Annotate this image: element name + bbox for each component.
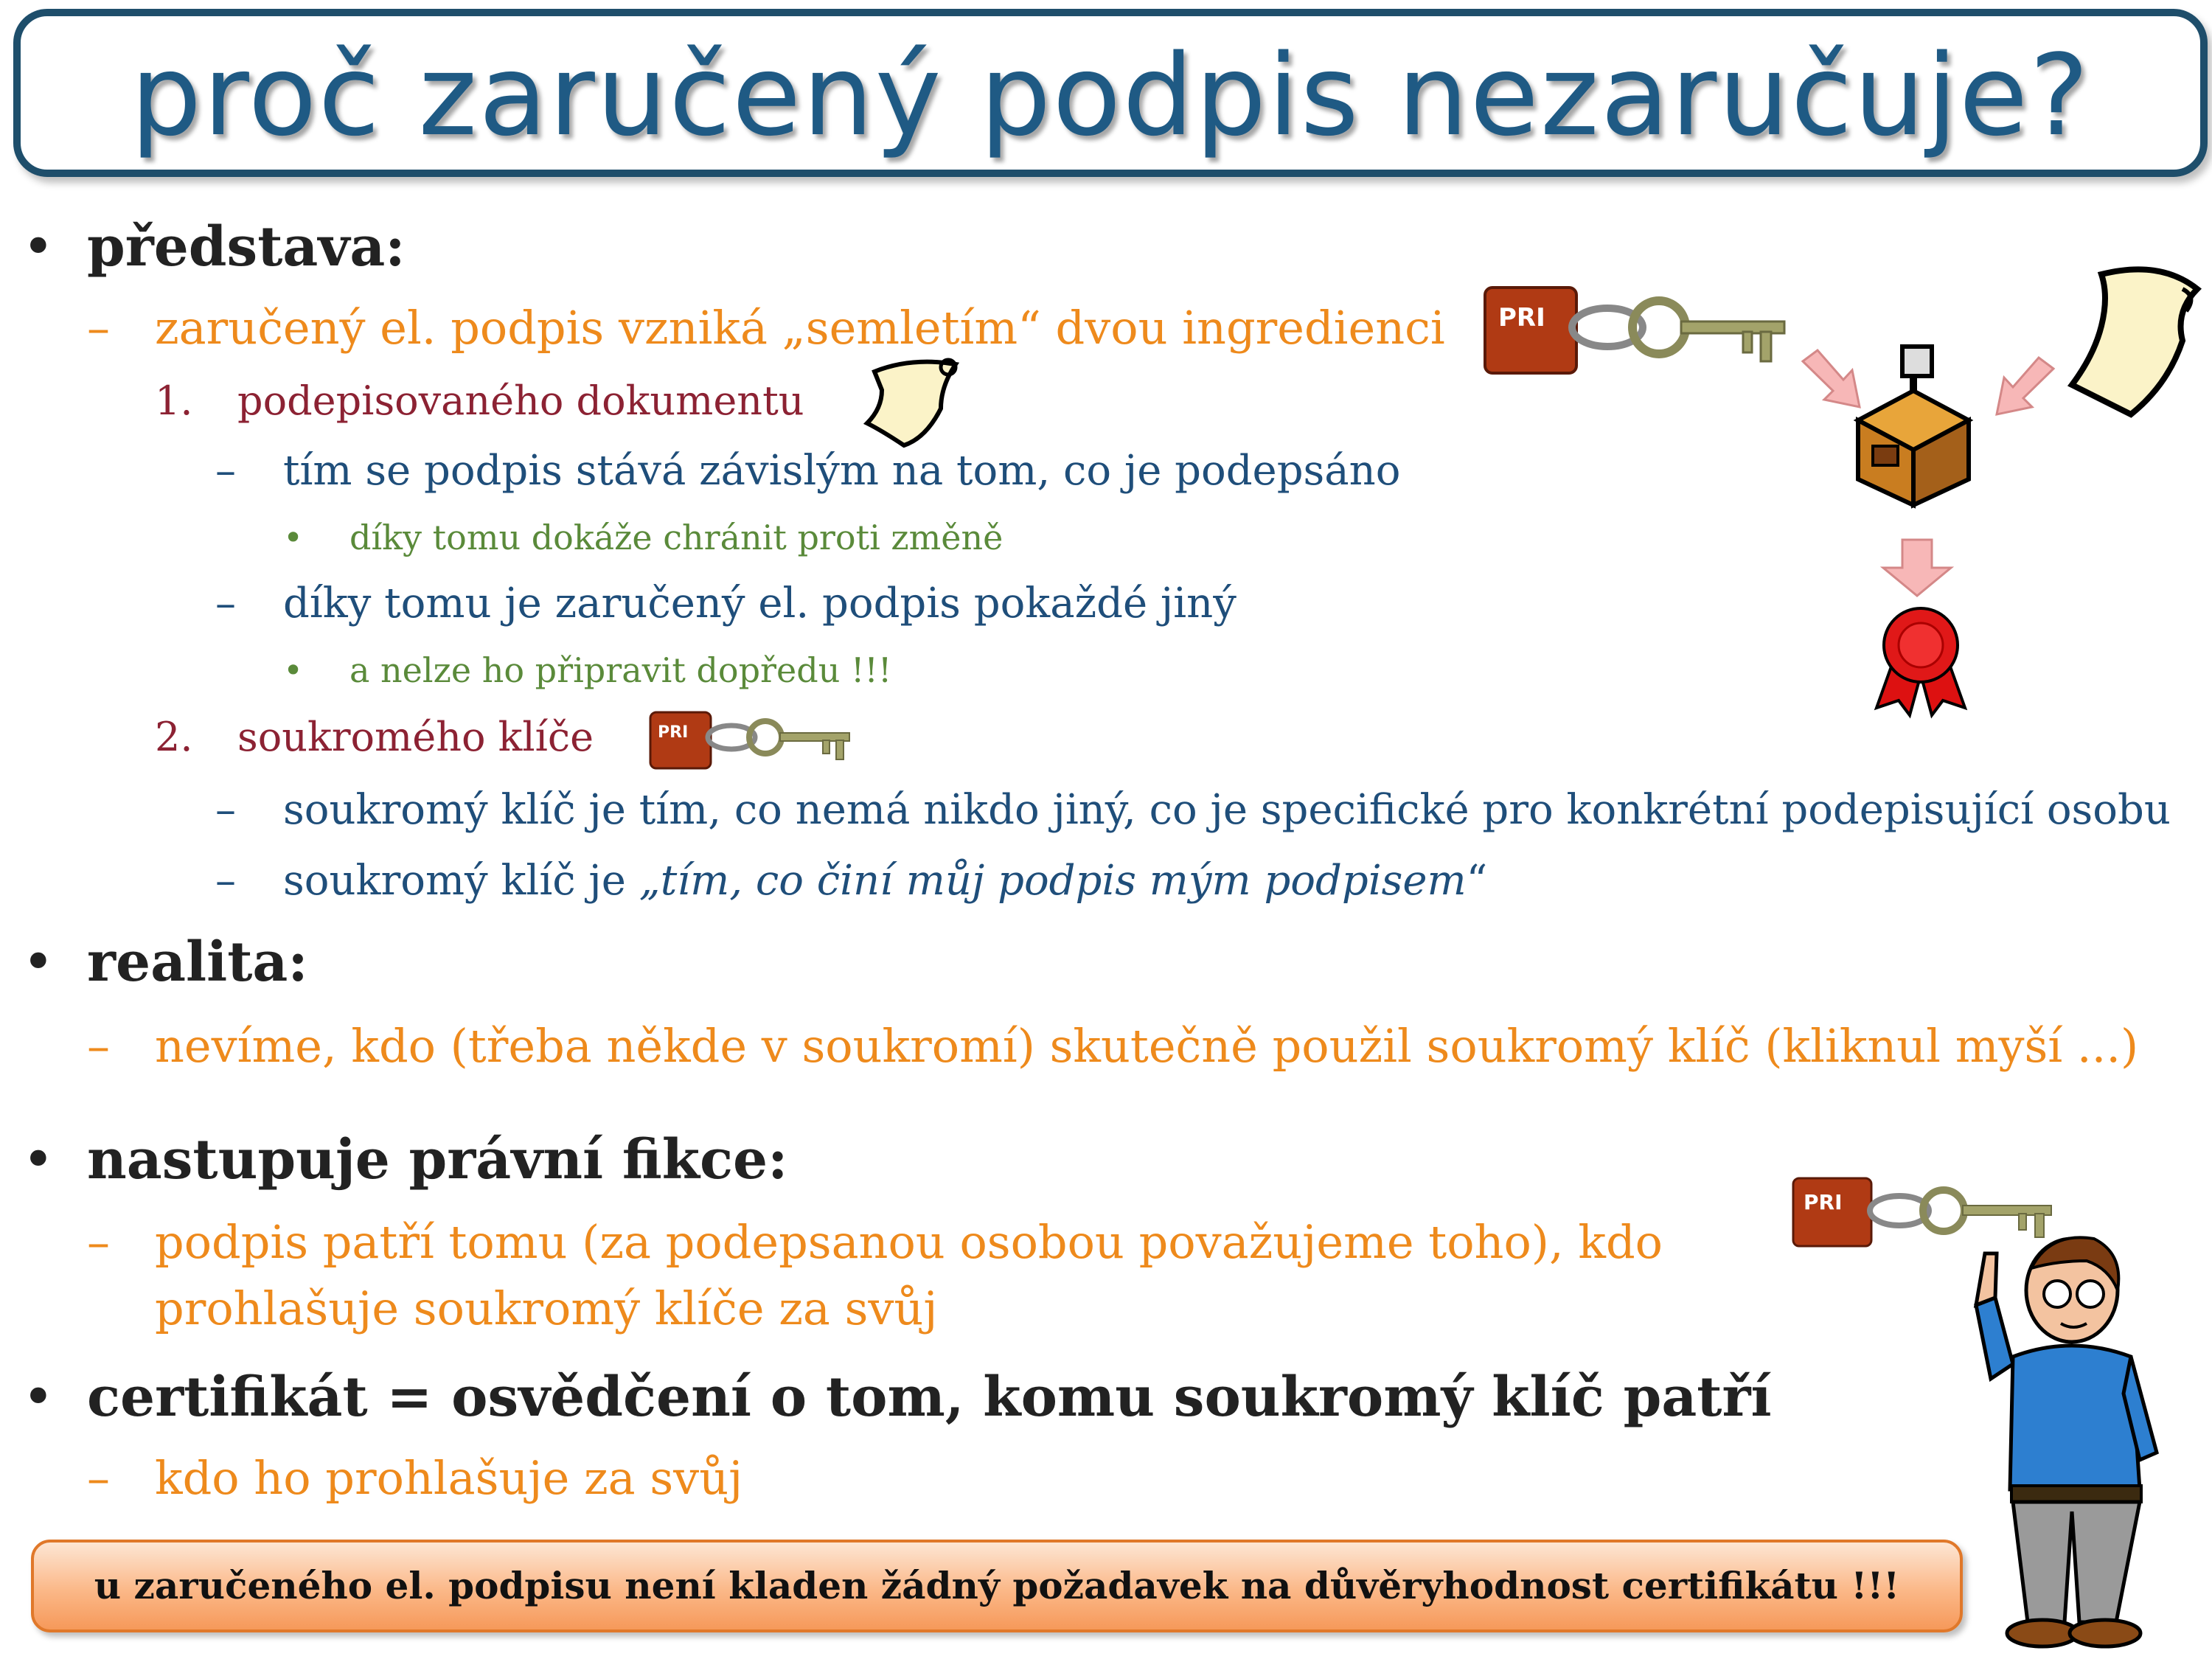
arrow-down-icon xyxy=(1880,538,1954,597)
item1-detail1-note-text: díky tomu dokáže chránit proti změně xyxy=(349,518,1004,557)
dash: – xyxy=(215,447,236,495)
item1 xyxy=(155,378,804,424)
key-bit xyxy=(1743,332,1752,352)
bullet: • xyxy=(22,931,55,994)
predstava-sub-text: zaručený el. podpis vzniká „semletím“ dvou ingredienci xyxy=(155,301,1445,355)
arrow-down-left-icon xyxy=(1991,354,2057,420)
key-bit xyxy=(1761,332,1771,361)
dash: – xyxy=(215,786,236,834)
item2-detail2 xyxy=(215,857,1488,905)
bullet: • xyxy=(22,1366,55,1429)
realita-sub xyxy=(87,1019,2139,1073)
key-bit xyxy=(836,740,844,759)
item2-number: 2. xyxy=(155,714,193,760)
dash: – xyxy=(87,1451,110,1505)
private-key-icon xyxy=(1482,280,1792,383)
person-illustration xyxy=(1947,1209,2168,1652)
dash: – xyxy=(87,1019,110,1073)
bullet: • xyxy=(22,1128,55,1192)
item1-label: podepisovaného dokumentu xyxy=(237,378,804,424)
realita-sub-text: nevíme, kdo (třeba někde v soukromí) skutečně použil soukromý klíč (kliknul myší ...) xyxy=(155,1019,2139,1073)
key-tag-label: PRI xyxy=(658,723,689,742)
heading-predstava xyxy=(22,215,406,279)
item2-label: soukromého klíče xyxy=(237,714,594,760)
fikce-sub-line2: prohlašuje soukromý klíče za svůj xyxy=(155,1281,938,1335)
fikce-sub-line1-text: podpis patří tomu (za podepsanou osobou považujeme toho), kdo xyxy=(155,1215,1663,1269)
item2-detail1 xyxy=(215,786,2171,834)
heading-fikce xyxy=(22,1128,788,1192)
heading-certifikat-text: certifikát = osvědčení o tom, komu soukromý klíč patří xyxy=(87,1366,1772,1429)
key-bit xyxy=(823,740,830,754)
bullet: • xyxy=(22,215,55,279)
item1-detail2 xyxy=(215,580,1237,627)
heading-certifikat xyxy=(22,1366,1772,1429)
item1-detail2-note-text: a nelze ho připravit dopředu !!! xyxy=(349,650,892,690)
private-key-icon xyxy=(649,708,855,774)
item1-detail1-text: tím se podpis stává závislým na tom, co je podepsáno xyxy=(283,447,1401,495)
item1-detail2-text: díky tomu je zaručený el. podpis pokaždé jiný xyxy=(283,580,1237,627)
certifikat-sub-text: kdo ho prohlašuje za svůj xyxy=(155,1451,743,1505)
item2-detail2-suffix: “ xyxy=(1466,857,1488,905)
bullet: • xyxy=(283,650,304,690)
item2-detail1-text: soukromý klíč je tím, co nemá nikdo jiný, co je specifické pro konkrétní podepisující osobu xyxy=(283,786,2171,834)
item1-detail1 xyxy=(215,447,1401,495)
key-tag-label: PRI xyxy=(1498,303,1545,333)
certifikat-sub xyxy=(87,1451,743,1505)
item1-detail2-note xyxy=(283,650,892,690)
fikce-sub-line1 xyxy=(87,1215,1663,1269)
title-box xyxy=(13,9,2208,177)
item2-detail2-prefix: soukromý klíč je xyxy=(283,857,639,905)
dash: – xyxy=(87,1215,110,1269)
predstava-sub xyxy=(87,301,1445,355)
dash: – xyxy=(87,301,110,355)
seal-icon xyxy=(1865,605,1976,715)
key-tag-label: PRI xyxy=(1804,1190,1843,1214)
heading-fikce-text: nastupuje právní fikce: xyxy=(87,1128,788,1192)
footer-note: u zaručeného el. podpisu není kladen žádný požadavek na důvěryhodnost certifikátu !!! xyxy=(31,1540,1963,1632)
dash: – xyxy=(215,857,236,905)
item1-detail1-note xyxy=(283,518,1004,557)
item2 xyxy=(155,714,594,760)
dash: – xyxy=(215,580,236,627)
document-scroll-icon xyxy=(860,349,963,453)
heading-realita-text: realita: xyxy=(87,931,308,994)
heading-realita xyxy=(22,931,308,994)
item2-detail2-quote: „tím, co činí můj podpis mým podpisem xyxy=(639,857,1467,905)
slide-title: proč zaručený podpis nezaručuje? xyxy=(130,30,2091,161)
grinder-icon xyxy=(1843,339,1983,509)
heading-predstava-text: představa: xyxy=(87,215,406,279)
item1-number: 1. xyxy=(155,378,193,424)
bullet: • xyxy=(283,518,304,557)
document-scroll-icon xyxy=(2057,260,2205,422)
